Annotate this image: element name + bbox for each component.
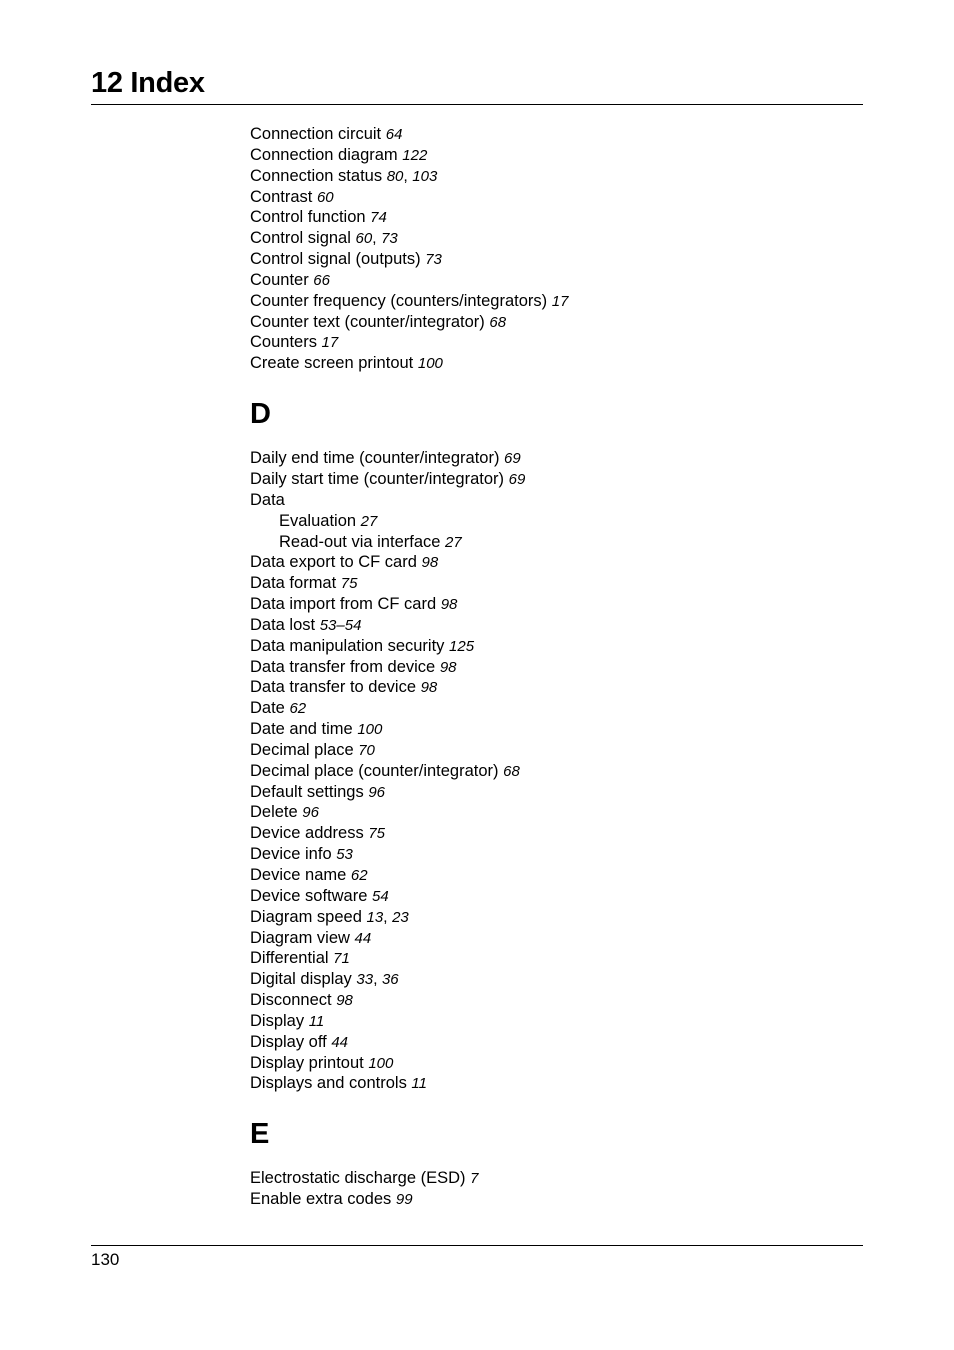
index-entry bbox=[250, 166, 810, 187]
index-entry bbox=[250, 740, 810, 761]
index-term: Data transfer from device bbox=[250, 657, 436, 676]
section-letter-d: D bbox=[250, 398, 271, 431]
page-reference[interactable]: 44 bbox=[354, 929, 372, 947]
page-reference[interactable]: 66 bbox=[313, 271, 330, 289]
index-entry bbox=[250, 657, 810, 678]
index-entry bbox=[250, 228, 810, 249]
page-reference[interactable]: 60 bbox=[355, 230, 373, 248]
index-entry bbox=[250, 782, 810, 803]
index-term: Data manipulation security bbox=[250, 636, 445, 655]
index-term: Decimal place bbox=[250, 740, 354, 759]
index-term: Counter frequency (counters/integrators) bbox=[250, 291, 548, 310]
index-term: Diagram speed bbox=[250, 907, 362, 926]
index-entry bbox=[250, 312, 810, 333]
index-entry bbox=[250, 907, 810, 928]
page-reference[interactable]: 11 bbox=[411, 1075, 427, 1093]
index-term: Control function bbox=[250, 208, 366, 227]
page-reference[interactable]: 98 bbox=[440, 596, 458, 614]
index-term: Enable extra codes bbox=[250, 1190, 392, 1209]
index-term: Data lost bbox=[250, 615, 316, 634]
index-term: Connection diagram bbox=[250, 145, 398, 164]
index-term: Data format bbox=[250, 574, 337, 593]
page-reference[interactable]: 122 bbox=[402, 146, 428, 164]
page-reference[interactable]: 73 bbox=[425, 251, 442, 269]
index-term: Evaluation bbox=[279, 511, 357, 530]
page-reference[interactable]: 99 bbox=[395, 1191, 413, 1209]
page-reference[interactable]: 27 bbox=[360, 512, 378, 530]
index-entry bbox=[250, 969, 810, 990]
index-entry bbox=[250, 1073, 810, 1094]
index-term: Connection status bbox=[250, 166, 383, 185]
index-term: Electrostatic discharge (ESD) bbox=[250, 1169, 466, 1188]
page-reference[interactable]: 100 bbox=[417, 355, 443, 373]
page-reference[interactable]: 96 bbox=[368, 783, 386, 801]
section-letter-e: E bbox=[250, 1118, 270, 1151]
index-column bbox=[250, 124, 810, 1210]
page-reference[interactable]: 98 bbox=[421, 554, 439, 572]
index-term: Delete bbox=[250, 803, 298, 822]
index-term: Device info bbox=[250, 845, 332, 864]
index-term: Control signal (outputs) bbox=[250, 250, 421, 269]
page-reference[interactable]: 68 bbox=[503, 762, 520, 780]
page-reference[interactable]: 17 bbox=[551, 292, 569, 310]
page-ref-separator: , bbox=[372, 230, 382, 248]
index-entry bbox=[250, 990, 810, 1011]
index-subentry bbox=[250, 532, 810, 553]
index-entry bbox=[250, 270, 810, 291]
index-term: Displays and controls bbox=[250, 1074, 407, 1093]
page-reference[interactable]: 17 bbox=[321, 334, 339, 352]
page-reference[interactable]: 98 bbox=[439, 658, 457, 676]
index-term: Create screen printout bbox=[250, 354, 414, 373]
page-reference[interactable]: 11 bbox=[308, 1012, 325, 1030]
page-reference[interactable]: 13 bbox=[366, 908, 384, 926]
index-term: Device address bbox=[250, 824, 364, 843]
page-reference[interactable]: 54 bbox=[371, 887, 389, 905]
index-entry bbox=[250, 698, 810, 719]
page-reference[interactable]: 27 bbox=[445, 533, 462, 551]
index-entry bbox=[250, 207, 810, 228]
page-reference[interactable]: 62 bbox=[289, 700, 307, 718]
page-reference[interactable]: 64 bbox=[385, 126, 403, 143]
index-term: Data transfer to device bbox=[250, 678, 416, 697]
index-term: Disconnect bbox=[250, 991, 332, 1010]
page-reference[interactable]: 103 bbox=[412, 167, 438, 185]
index-entry bbox=[250, 636, 810, 657]
index-term: Counters bbox=[250, 333, 317, 352]
index-term: Date bbox=[250, 699, 285, 718]
index-entry bbox=[250, 1053, 810, 1074]
page-reference[interactable]: 98 bbox=[420, 679, 438, 697]
index-entry bbox=[250, 719, 810, 740]
page-number: 130 bbox=[91, 1250, 120, 1269]
page-reference[interactable]: 23 bbox=[392, 908, 409, 926]
index-entry bbox=[250, 1011, 810, 1032]
index-term: Contrast bbox=[250, 187, 313, 206]
page-ref-separator: , bbox=[403, 167, 413, 185]
index-term: Data export to CF card bbox=[250, 553, 417, 572]
page-reference[interactable]: 100 bbox=[357, 721, 383, 739]
page-reference[interactable]: 62 bbox=[350, 867, 368, 884]
index-entry bbox=[250, 469, 810, 490]
index-term: Display bbox=[250, 1011, 305, 1030]
index-term: Data bbox=[250, 490, 285, 509]
page-reference[interactable]: 70 bbox=[358, 741, 375, 759]
index-entry bbox=[250, 594, 810, 615]
page-reference[interactable]: 96 bbox=[302, 804, 319, 822]
index-entry bbox=[250, 1168, 810, 1189]
page-reference[interactable]: 69 bbox=[508, 470, 526, 488]
index-term: Daily end time (counter/integrator) bbox=[250, 449, 500, 468]
page-reference[interactable]: 100 bbox=[368, 1054, 394, 1072]
index-entry bbox=[250, 677, 810, 698]
page-reference[interactable]: 53 bbox=[336, 846, 353, 864]
index-term: Differential bbox=[250, 949, 329, 968]
page-reference[interactable]: 60 bbox=[316, 188, 334, 206]
index-term: Counter bbox=[250, 270, 309, 289]
index-term: Daily start time (counter/integrator) bbox=[250, 469, 505, 488]
index-entry bbox=[250, 865, 810, 886]
index-entry bbox=[250, 490, 810, 511]
index-term: Display printout bbox=[250, 1053, 364, 1072]
page-reference[interactable]: 69 bbox=[504, 450, 521, 468]
footer-rule bbox=[91, 1245, 863, 1246]
index-entry bbox=[250, 145, 810, 166]
page-reference[interactable]: 68 bbox=[489, 313, 507, 331]
index-term: Data import from CF card bbox=[250, 595, 437, 614]
index-entry bbox=[250, 1032, 810, 1053]
page-reference[interactable]: 44 bbox=[331, 1033, 349, 1051]
index-entry bbox=[250, 573, 810, 594]
index-term: Device name bbox=[250, 866, 347, 884]
index-term: Device software bbox=[250, 886, 368, 905]
index-term: Decimal place (counter/integrator) bbox=[250, 761, 499, 780]
page-reference[interactable]: 36 bbox=[381, 971, 399, 989]
page-reference[interactable]: 98 bbox=[336, 992, 353, 1010]
index-entry bbox=[250, 291, 810, 312]
page-ref-separator: , bbox=[383, 908, 393, 926]
index-term: Counter text (counter/integrator) bbox=[250, 312, 485, 331]
index-term: Digital display bbox=[250, 970, 352, 989]
index-entry bbox=[250, 124, 810, 145]
index-entry bbox=[250, 249, 810, 270]
page-reference[interactable]: 71 bbox=[333, 950, 350, 968]
index-entry bbox=[250, 332, 810, 353]
index-entry bbox=[250, 552, 810, 573]
page-ref-separator: , bbox=[373, 971, 382, 989]
index-entry bbox=[250, 948, 810, 969]
page-reference[interactable]: 75 bbox=[368, 825, 386, 843]
page-reference[interactable]: 125 bbox=[449, 637, 475, 655]
chapter-title: 12 Index bbox=[91, 67, 205, 99]
index-term: Default settings bbox=[250, 782, 364, 801]
index-entry bbox=[250, 187, 810, 208]
index-entry bbox=[250, 844, 810, 865]
page-reference[interactable]: 80 bbox=[386, 167, 404, 185]
page-reference[interactable]: 74 bbox=[370, 209, 387, 227]
page-reference[interactable]: 33 bbox=[356, 971, 374, 989]
page-reference[interactable]: 7 bbox=[470, 1170, 479, 1188]
index-entry bbox=[250, 1189, 810, 1210]
index-entry bbox=[250, 448, 810, 469]
index-term: Read-out via interface bbox=[279, 532, 441, 551]
index-term: Date and time bbox=[250, 720, 353, 739]
index-entry bbox=[250, 928, 810, 949]
index-term: Connection circuit bbox=[250, 125, 382, 143]
index-term: Diagram view bbox=[250, 928, 350, 947]
index-entry bbox=[250, 761, 810, 782]
index-entry bbox=[250, 353, 810, 374]
index-entry bbox=[250, 823, 810, 844]
index-term: Display off bbox=[250, 1032, 327, 1051]
page-reference[interactable]: 53–54 bbox=[319, 616, 362, 634]
header-rule bbox=[91, 104, 863, 105]
index-entry bbox=[250, 886, 810, 907]
page-reference[interactable]: 75 bbox=[340, 575, 358, 593]
index-entry bbox=[250, 615, 810, 636]
index-entry bbox=[250, 802, 810, 823]
index-term: Control signal bbox=[250, 229, 351, 248]
page-reference[interactable]: 73 bbox=[381, 230, 398, 248]
index-subentry bbox=[250, 511, 810, 532]
